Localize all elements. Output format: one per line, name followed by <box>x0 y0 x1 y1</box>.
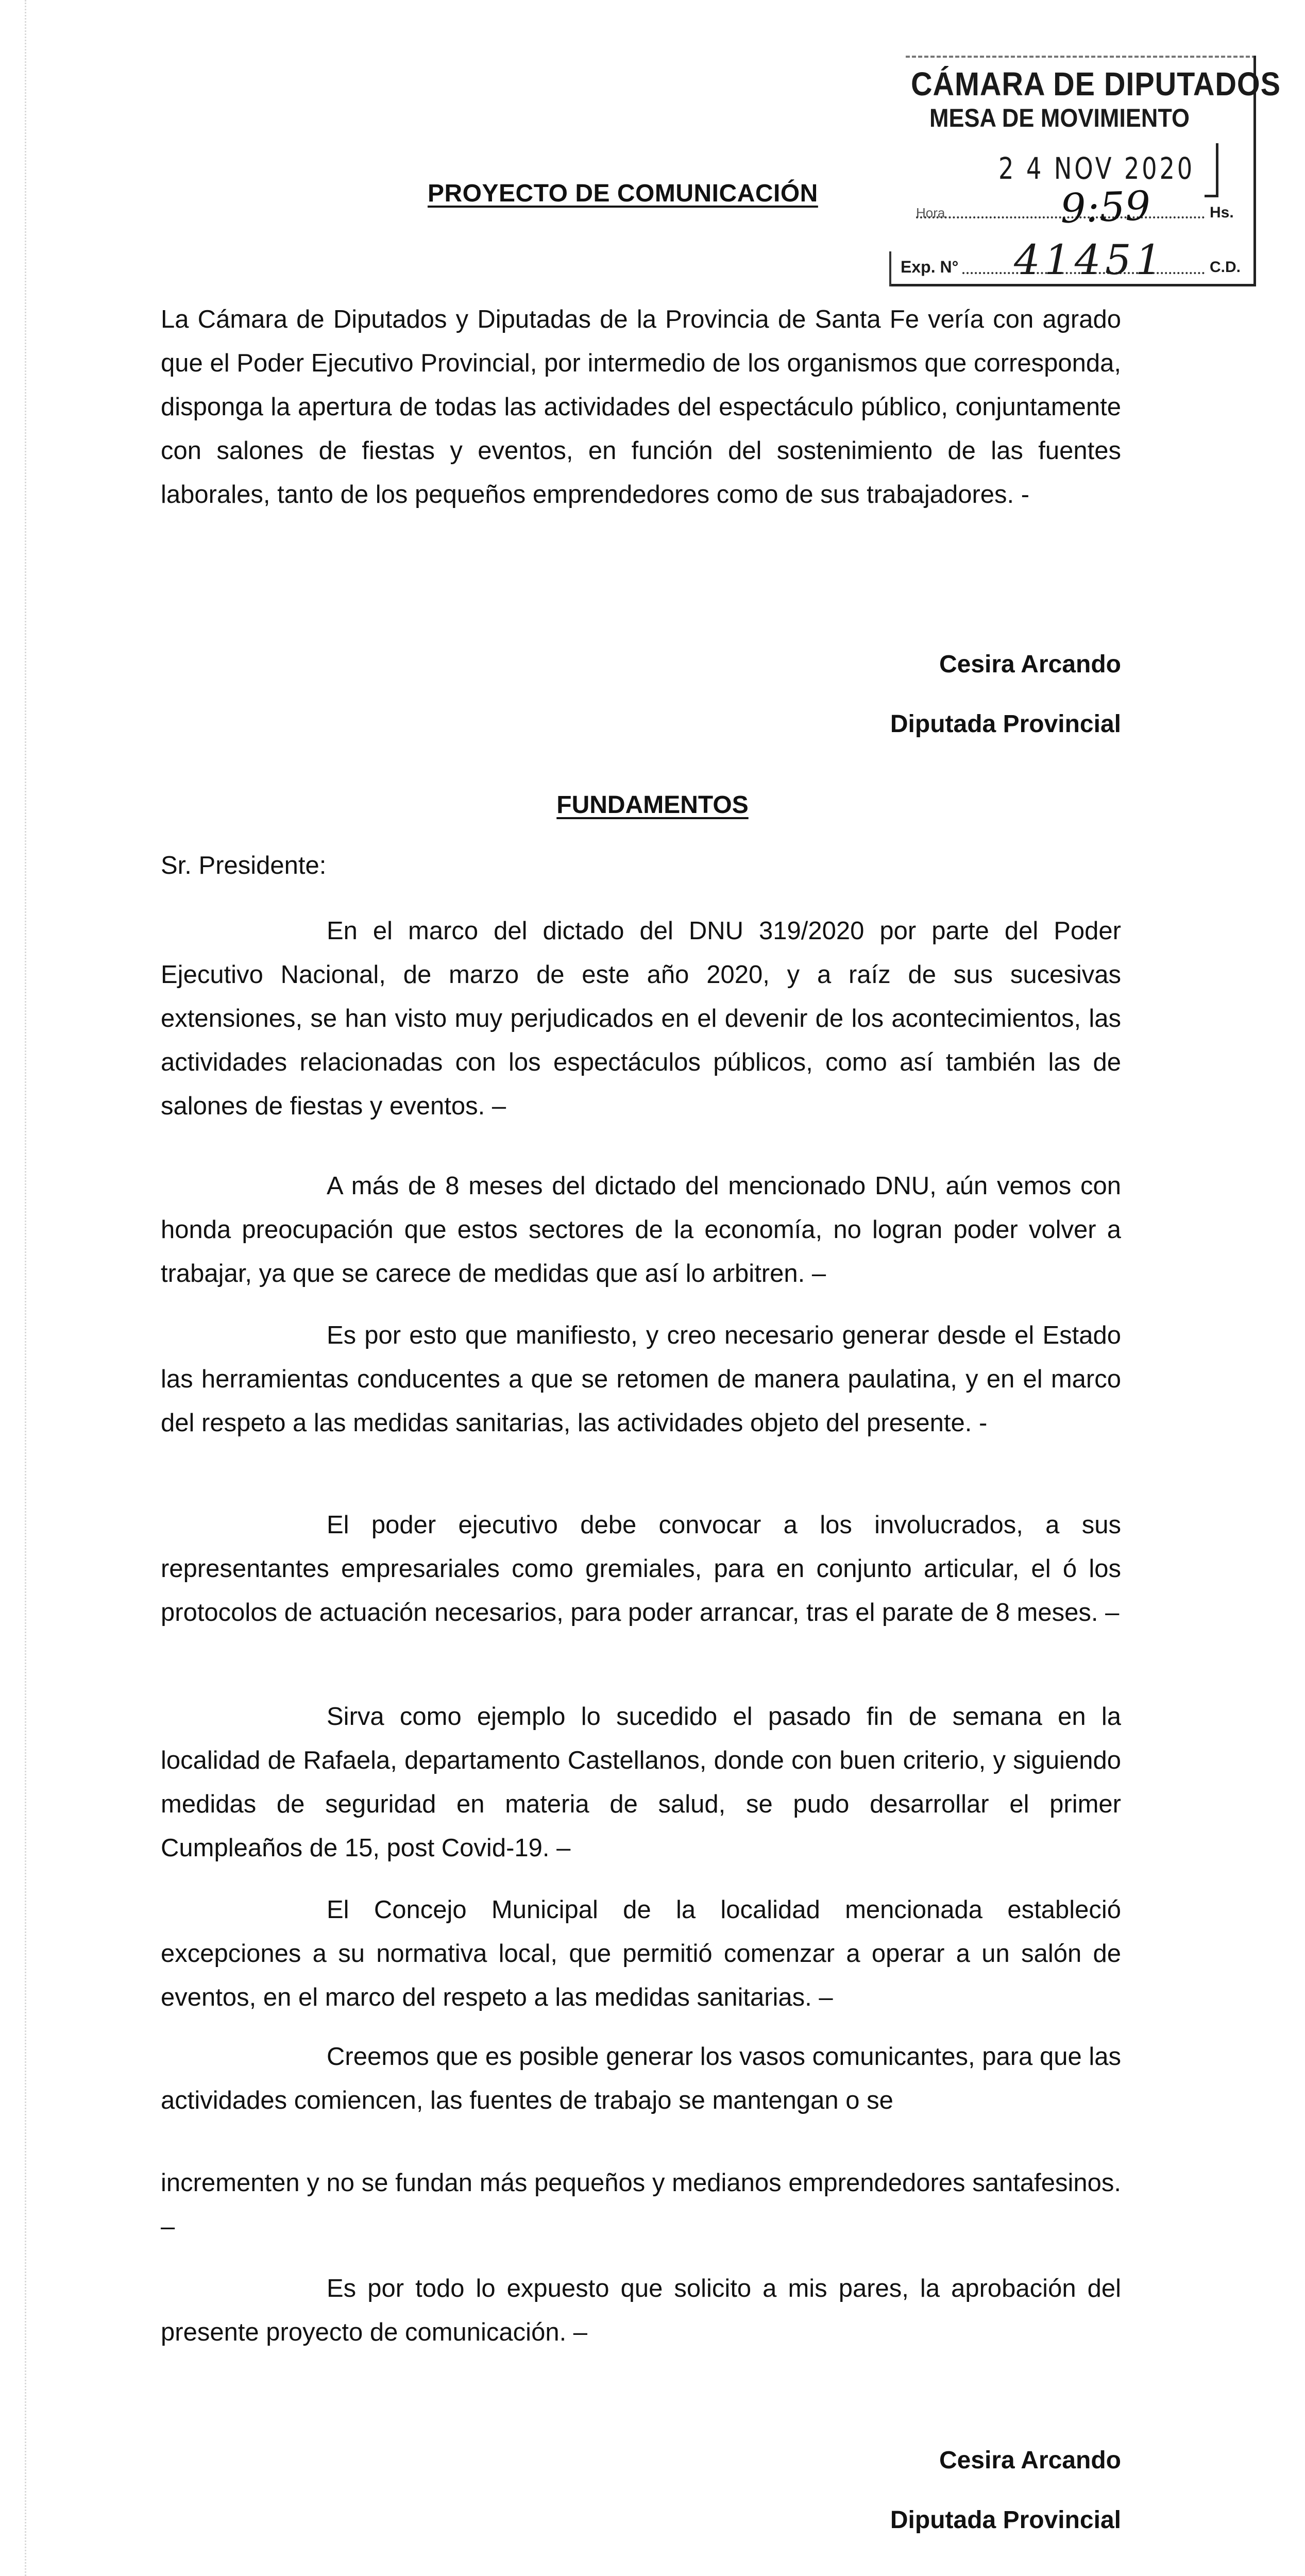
stamp-date-bracket <box>1205 143 1218 197</box>
signature-role: Diputada Provincial <box>890 710 1121 738</box>
paragraph-text: Es por esto que manifiesto, y creo necesario generar desde el Estado las herramientas conducentes a que se retomen de manera paulatina, y en el marco del respeto a las medidas sanitarias, las actividades objeto del presente. - <box>161 1321 1121 1437</box>
fundamentos-paragraph <box>161 2267 1121 2354</box>
resolution-text: La Cámara de Diputados y Diputadas de la Provincia de Santa Fe vería con agrado que el Poder Ejecutivo Provincial, por intermedio de los organismos que corresponda, disponga la apertura de todas las actividades del espectáculo público, conjuntamente con salones de fiestas y eventos, en función del sostenimiento de las fuentes laborales, tanto de los pequeños emprendedores como de sus trabajadores. - <box>161 306 1121 509</box>
paragraph-text: Creemos que es posible generar los vasos comunicantes, para que las actividades comiencen, las fuentes de trabajo se mantengan o se <box>161 2043 1121 2114</box>
stamp-hora-unit: Hs. <box>1210 204 1234 221</box>
signature-name: Cesira Arcando <box>939 651 1121 678</box>
stamp-date: 2 4 NOV 2020 <box>998 151 1195 186</box>
fundamentos-paragraph <box>161 2035 1121 2123</box>
fundamentos-paragraph <box>161 909 1121 1128</box>
stamp-mesa: MESA DE MOVIMIENTO <box>929 104 1190 132</box>
stamp-hora-value: 9:59 <box>1059 182 1151 233</box>
document-title: PROYECTO DE COMUNICACIÓN <box>428 180 818 207</box>
stamp-border-bottom <box>889 284 1256 286</box>
paragraph-text: incrementen y no se fundan más pequeños y medianos emprendedores santafesinos. – <box>161 2169 1121 2241</box>
greeting: Sr. Presidente: <box>161 852 327 879</box>
fundamentos-paragraph <box>161 1888 1121 2020</box>
paragraph-text: El Concejo Municipal de la localidad mencionada estableció excepciones a su normativa local, que permitió comenzar a operar a un salón de eventos, en el marco del respeto a las medidas sanitarias. – <box>161 1896 1121 2011</box>
fundamentos-paragraph <box>161 1164 1121 1296</box>
closing-signature-name: Cesira Arcando <box>939 2447 1121 2474</box>
stamp-chamber: CÁMARA DE DIPUTADOS <box>911 65 1281 103</box>
paragraph-text: Sirva como ejemplo lo sucedido el pasado fin de semana en la localidad de Rafaela, departamento Castellanos, donde con buen criterio, y siguiendo medidas de seguridad en materia de salud, se pudo desarrollar el primer Cumpleaños de 15, post Covid-19. – <box>161 1703 1121 1862</box>
fundamentos-paragraph <box>161 1695 1121 1870</box>
paragraph-text: Es por todo lo expuesto que solicito a mis pares, la aprobación del presente proyecto de comunicación. – <box>161 2275 1121 2346</box>
closing-signature-role: Diputada Provincial <box>890 2506 1121 2534</box>
stamp-hora-label: Hora <box>916 205 945 221</box>
fundamentos-paragraph-continued <box>161 2161 1121 2249</box>
stamp-exp-unit: C.D. <box>1210 259 1241 276</box>
fundamentos-paragraph <box>161 1503 1121 1635</box>
stamp-exp-label: Exp. N° <box>901 258 959 276</box>
fundamentos-title: FUNDAMENTOS <box>556 791 749 819</box>
paragraph-text: El poder ejecutivo debe convocar a los involucrados, a sus representantes empresariales como gremiales, para en conjunto articular, el ó los protocolos de actuación necesarios, para poder arrancar, tras el parate de 8 meses. – <box>161 1511 1121 1626</box>
paragraph-text: A más de 8 meses del dictado del mencionado DNU, aún vemos con honda preocupación que estos sectores de la economía, no logran poder volver a trabajar, ya que se carece de medidas que así lo arbitren. – <box>161 1172 1121 1287</box>
stamp-border-left <box>889 251 891 286</box>
scan-edge <box>25 0 26 2576</box>
reception-stamp <box>885 56 1281 286</box>
stamp-border-top <box>906 56 1256 58</box>
paragraph-text: En el marco del dictado del DNU 319/2020 por parte del Poder Ejecutivo Nacional, de marzo de este año 2020, y a raíz de sus sucesivas extensiones, se han visto muy perjudicados en el devenir de los acontecimientos, las actividades relacionadas con los espectáculos públicos, como así también las de salones de fiestas y eventos. – <box>161 917 1121 1120</box>
stamp-exp-value: 41451 <box>1014 236 1166 284</box>
fundamentos-paragraph <box>161 1314 1121 1445</box>
